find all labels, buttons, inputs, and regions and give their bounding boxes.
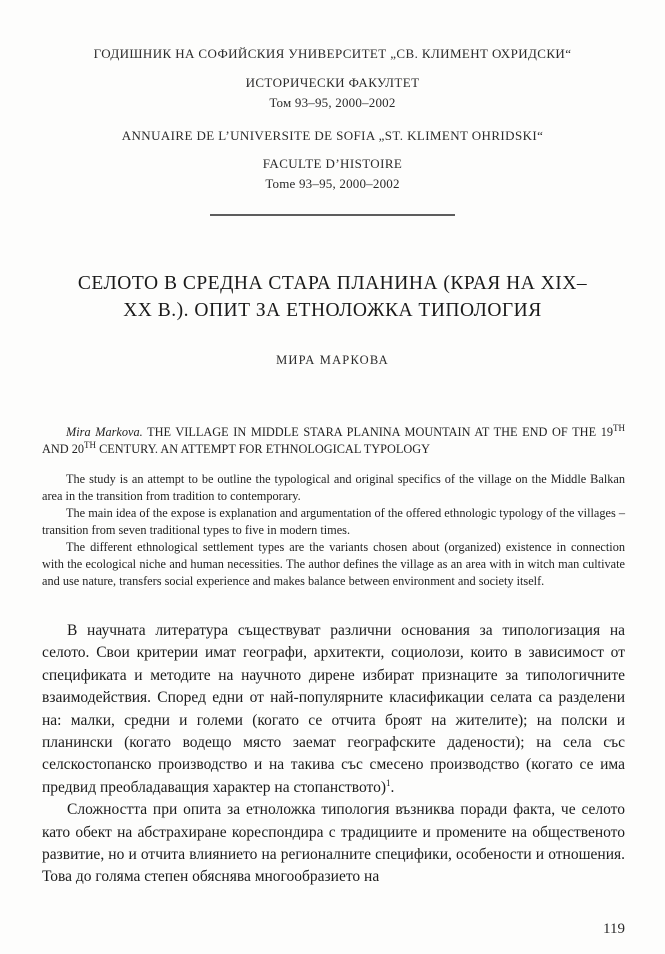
footnote-reference: 1	[386, 777, 391, 788]
abstract-title-part: AND 20	[42, 442, 85, 456]
masthead-volume-french: Tome 93–95, 2000–2002	[265, 176, 400, 191]
abstract-title-part: THE VILLAGE IN MIDDLE STARA PLANINA MOUNTAIN AT THE END OF THE 19	[142, 425, 613, 439]
ordinal-superscript: TH	[613, 422, 625, 433]
masthead-faculty-french: FACULTE D’HISTOIRE	[262, 156, 403, 171]
abstract-paragraph: The study is an attempt to be outline the typological and original specifics of the village on the Middle Balkan area in the transition from tradition to contemporary.	[42, 472, 625, 503]
page-number: 119	[603, 921, 625, 937]
article-title: СЕЛОТО В СРЕДНА СТАРА ПЛАНИНА (КРАЯ НА XIX–XX В.). ОПИТ ЗА ЕТНОЛОЖКА ТИПОЛОГИЯ	[77, 273, 588, 321]
article-author: МИРА МАРКОВА	[276, 353, 389, 367]
masthead-university-bulgarian: ГОДИШНИК НА СОФИЙСКИЯ УНИВЕРСИТЕТ „СВ. КЛИМЕНТ ОХРИДСКИ“	[93, 46, 572, 61]
article-body	[42, 620, 625, 889]
abstract-paragraph: The different ethnological settlement types are the variants chosen about (organized) existence in connection with the ecological niche and human necessities. The author defines the village as an area with in witch man cultivate and use nature, transfers social experience and makes balance between environment and society itself.	[42, 540, 625, 588]
abstract-title-part: CENTURY. AN ATTEMPT FOR ETHNOLOGICAL TYPOLOGY	[96, 442, 430, 456]
body-paragraph	[42, 620, 625, 799]
masthead-volume-bulgarian: Том 93–95, 2000–2002	[269, 95, 396, 110]
body-paragraph-text: В научната литература съществуват различни основания за типологизация на селото. Свои критерии имат географи, архитекти, социолози, които в зависимост от спецификата и методите на научното дирене избират признаците за типологичните взаимодействия. Според едни от най-популярните класификации селата са разделени на: малки, средни и големи (когато се отчита броят на жителите); на полски и планински (когато водещо място заемат географските дадености); на села със селскостопанско производство и на такива със смесено производство (когато се има предвид преобладаващия характер на стопанството)	[42, 622, 625, 796]
abstract-section	[42, 424, 625, 590]
abstract-author-name: Mira Markova.	[66, 425, 143, 439]
body-paragraph: Сложността при опита за етноложка типология възниква поради факта, че селото като обект на абстрахиране кореспондира с традициите и промените на общественото развитие, но и отчита влиянието на регионалните специфики, особености и отношения. Това до голяма степен обяснява многообразието на	[42, 801, 625, 886]
masthead	[0, 0, 665, 192]
abstract-paragraph: The main idea of the expose is explanation and argumentation of the offered ethnologic typology of the villages – transition from seven traditional types to five in modern times.	[42, 506, 625, 537]
masthead-faculty-bulgarian: ИСТОРИЧЕСКИ ФАКУЛТЕТ	[245, 75, 420, 90]
masthead-university-french: ANNUAIRE DE L’UNIVERSITE DE SOFIA „ST. KLIMENT OHRIDSKI“	[121, 128, 544, 143]
ordinal-superscript: TH	[84, 439, 97, 450]
masthead-divider	[210, 214, 455, 216]
abstract-heading	[42, 424, 625, 458]
body-paragraph-text: .	[390, 778, 395, 796]
